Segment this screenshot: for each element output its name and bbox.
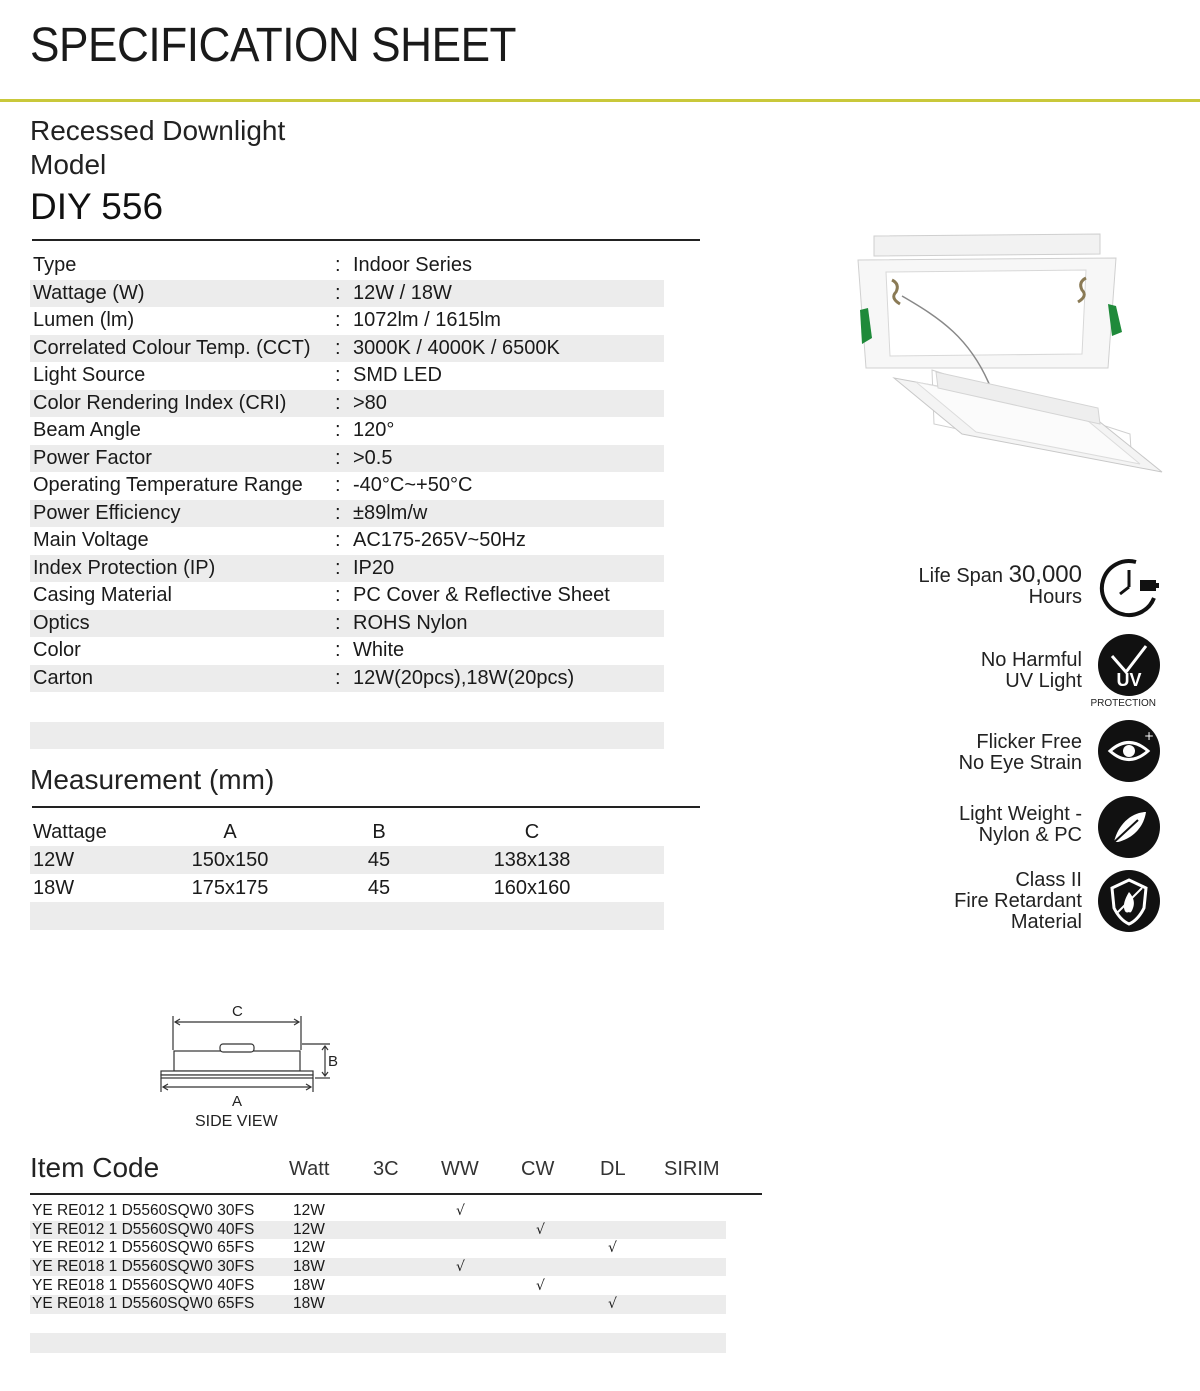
spec-separator: :: [335, 639, 341, 662]
spec-value: 1072lm / 1615lm: [353, 309, 501, 332]
measurement-header-c: C: [524, 820, 540, 843]
measurement-cell: 175x175: [191, 876, 269, 899]
spec-row: [30, 637, 664, 665]
spec-value: Indoor Series: [353, 254, 472, 277]
item-code-divider: [30, 1193, 762, 1195]
spec-row: [30, 527, 664, 555]
item-code-value: YE RE018 1 D5560SQW0 65FS: [32, 1295, 255, 1313]
spec-separator: :: [335, 364, 341, 387]
item-code-row: [30, 1258, 726, 1277]
model-name: DIY 556: [30, 186, 164, 227]
spec-row: [30, 417, 664, 445]
feature-line: Class II: [1015, 869, 1082, 891]
measurement-header-b: B: [372, 820, 386, 843]
item-code-row: [30, 1295, 726, 1314]
spec-value: >80: [353, 391, 387, 414]
item-code-watt: 12W: [293, 1202, 325, 1220]
feature-line: No Eye Strain: [958, 752, 1082, 774]
spec-label: Wattage (W): [33, 281, 145, 304]
item-code-value: YE RE018 1 D5560SQW0 30FS: [32, 1258, 255, 1276]
product-category: Recessed Downlight: [30, 115, 286, 146]
spec-separator: :: [335, 281, 341, 304]
measurement-header-a: A: [223, 820, 237, 843]
spec-value: ROHS Nylon: [353, 611, 468, 634]
spec-label: Power Factor: [33, 446, 152, 469]
spec-value: >0.5: [353, 446, 393, 469]
item-code-title: Item Code: [30, 1152, 160, 1183]
item-code-value: YE RE012 1 D5560SQW0 40FS: [32, 1220, 255, 1238]
spec-separator: :: [335, 391, 341, 414]
feature-class-two: [840, 870, 1160, 934]
spec-separator: :: [335, 446, 341, 469]
product-photo: [850, 228, 1170, 488]
feature-line: Flicker Free: [976, 731, 1082, 753]
spec-row: [30, 252, 664, 280]
diagram-label-c: C: [232, 1003, 243, 1020]
measurement-divider: [32, 806, 700, 808]
feature-line: Fire Retardant: [954, 890, 1082, 912]
item-code-header-ww: WW: [441, 1158, 479, 1180]
item-code-row: [30, 1276, 726, 1295]
measurement-row: [30, 846, 664, 874]
feature-life-span-number: 30,000: [1008, 561, 1082, 588]
uv-protection-icon: [1098, 634, 1160, 696]
item-code-header-cw: CW: [521, 1158, 555, 1180]
item-code-value: YE RE012 1 D5560SQW0 65FS: [32, 1239, 255, 1257]
item-code-watt: 12W: [293, 1239, 325, 1257]
spec-separator: :: [335, 501, 341, 524]
spec-table: [30, 252, 664, 692]
spec-value: AC175-265V~50Hz: [353, 529, 526, 552]
measurement-cell: 45: [367, 876, 391, 899]
spec-row: [30, 445, 664, 473]
spec-separator: :: [335, 584, 341, 607]
spec-row: [30, 610, 664, 638]
spec-label: Index Protection (IP): [33, 556, 216, 579]
spec-separator: :: [335, 419, 341, 442]
page-title: SPECIFICATION SHEET: [30, 19, 517, 72]
spec-row: [30, 665, 664, 693]
spec-separator: :: [335, 474, 341, 497]
spec-label: Color: [33, 639, 81, 662]
spec-value: 12W(20pcs),18W(20pcs): [353, 666, 575, 689]
spec-table-footer-bar: [30, 722, 664, 749]
feature-line: Material: [1010, 911, 1082, 933]
feature-flicker-free: [840, 720, 1160, 784]
measurement-header-wattage: Wattage: [33, 820, 107, 843]
check-mark-icon: √: [536, 1277, 545, 1294]
measurement-cell: 12W: [33, 848, 75, 871]
check-mark-icon: √: [456, 1203, 465, 1220]
feature-line: Nylon & PC: [978, 824, 1082, 846]
spec-separator: :: [335, 336, 341, 359]
spec-label: Casing Material: [33, 584, 172, 607]
spec-separator: :: [335, 529, 341, 552]
item-code-watt: 18W: [293, 1295, 325, 1313]
item-code-header: [0, 1152, 780, 1188]
item-code-header-dl: DL: [600, 1158, 626, 1180]
spec-row: [30, 472, 664, 500]
feature-line: Hours: [1028, 586, 1082, 608]
measurement-cell: 160x160: [493, 876, 571, 899]
item-code-header-watt: Watt: [289, 1158, 330, 1180]
item-code-row: [30, 1221, 726, 1240]
fire-shield-icon: [1098, 870, 1160, 932]
item-code-header-sirim: SIRIM: [664, 1158, 720, 1180]
item-code-row: [30, 1202, 726, 1221]
spec-separator: :: [335, 254, 341, 277]
measurement-cell: 150x150: [191, 848, 269, 871]
spec-row: [30, 280, 664, 308]
spec-label: Beam Angle: [33, 419, 141, 442]
spec-value: IP20: [353, 556, 395, 579]
spec-value: PC Cover & Reflective Sheet: [353, 584, 610, 607]
measurement-footer-bar: [30, 902, 664, 930]
diagram-label-a: A: [232, 1093, 243, 1110]
spec-value: 120°: [353, 419, 395, 442]
item-code-watt: 12W: [293, 1220, 325, 1238]
spec-label: Power Efficiency: [33, 501, 181, 524]
item-code-header-3c: 3C: [373, 1158, 399, 1180]
spec-separator: :: [335, 556, 341, 579]
check-mark-icon: √: [608, 1296, 617, 1313]
spec-value: -40°C~+50°C: [353, 474, 473, 497]
feature-life-span-label: Life Span: [918, 565, 1004, 587]
spec-label: Main Voltage: [33, 529, 149, 552]
spec-row: [30, 390, 664, 418]
spec-separator: :: [335, 611, 341, 634]
measurement-title: Measurement (mm): [30, 764, 275, 795]
spec-label: Light Source: [33, 364, 146, 387]
item-code-value: YE RE018 1 D5560SQW0 40FS: [32, 1276, 255, 1294]
side-view-diagram: [150, 998, 350, 1134]
eye-icon: [1098, 720, 1160, 782]
spec-row: [30, 500, 664, 528]
spec-label: Carton: [33, 666, 94, 689]
spec-label: Color Rendering Index (CRI): [33, 391, 287, 414]
spec-separator: :: [335, 666, 341, 689]
item-code-row: [30, 1239, 726, 1258]
measurement-row: [30, 874, 664, 902]
feature-line: [918, 561, 1082, 588]
spec-row: [30, 555, 664, 583]
spec-row: [30, 362, 664, 390]
measurement-cell: 138x138: [493, 848, 571, 871]
feather-icon: [1098, 796, 1160, 858]
downlight-illustration: [850, 228, 1170, 488]
diagram-caption: SIDE VIEW: [195, 1113, 278, 1130]
svg-text:+: +: [1144, 729, 1155, 743]
clock-battery-icon: [1098, 556, 1160, 618]
measurement-header-row: [30, 818, 664, 846]
spec-divider: [32, 239, 700, 241]
feature-uv: [840, 634, 1160, 709]
spec-label: Optics: [33, 611, 90, 634]
feature-line: UV Light: [1005, 670, 1082, 692]
model-label: Model: [30, 149, 107, 180]
spec-value: SMD LED: [353, 364, 442, 387]
spec-row: [30, 582, 664, 610]
spec-value: 3000K / 4000K / 6500K: [353, 336, 560, 359]
spec-value: 12W / 18W: [353, 281, 452, 304]
spec-value: ±89lm/w: [353, 501, 428, 524]
uv-icon-text: UV: [1116, 670, 1142, 690]
item-code-watt: 18W: [293, 1276, 325, 1294]
spec-row: [30, 335, 664, 363]
item-code-footer-bar: [30, 1333, 726, 1353]
spec-label: Lumen (lm): [33, 309, 135, 332]
spec-separator: :: [335, 309, 341, 332]
check-mark-icon: √: [536, 1221, 545, 1238]
spec-value: White: [353, 639, 405, 662]
feature-life-span: [840, 556, 1160, 620]
measurement-table: [30, 818, 664, 930]
measurement-cell: 45: [367, 848, 391, 871]
measurement-cell: 18W: [33, 876, 75, 899]
item-code-table: [30, 1202, 726, 1314]
uv-protection-caption: PROTECTION: [1090, 698, 1156, 709]
feature-light-weight: [840, 796, 1160, 860]
spec-row: [30, 307, 664, 335]
header-divider: [0, 99, 1200, 102]
spec-label: Correlated Colour Temp. (CCT): [33, 336, 311, 359]
item-code-value: YE RE012 1 D5560SQW0 30FS: [32, 1202, 255, 1220]
spec-label: Operating Temperature Range: [33, 474, 303, 497]
check-mark-icon: √: [456, 1259, 465, 1276]
diagram-label-b: B: [328, 1053, 339, 1070]
feature-line: Light Weight -: [958, 803, 1082, 825]
check-mark-icon: √: [608, 1240, 617, 1257]
feature-line: No Harmful: [980, 649, 1082, 671]
item-code-watt: 18W: [293, 1258, 325, 1276]
spec-label: Type: [33, 254, 77, 277]
